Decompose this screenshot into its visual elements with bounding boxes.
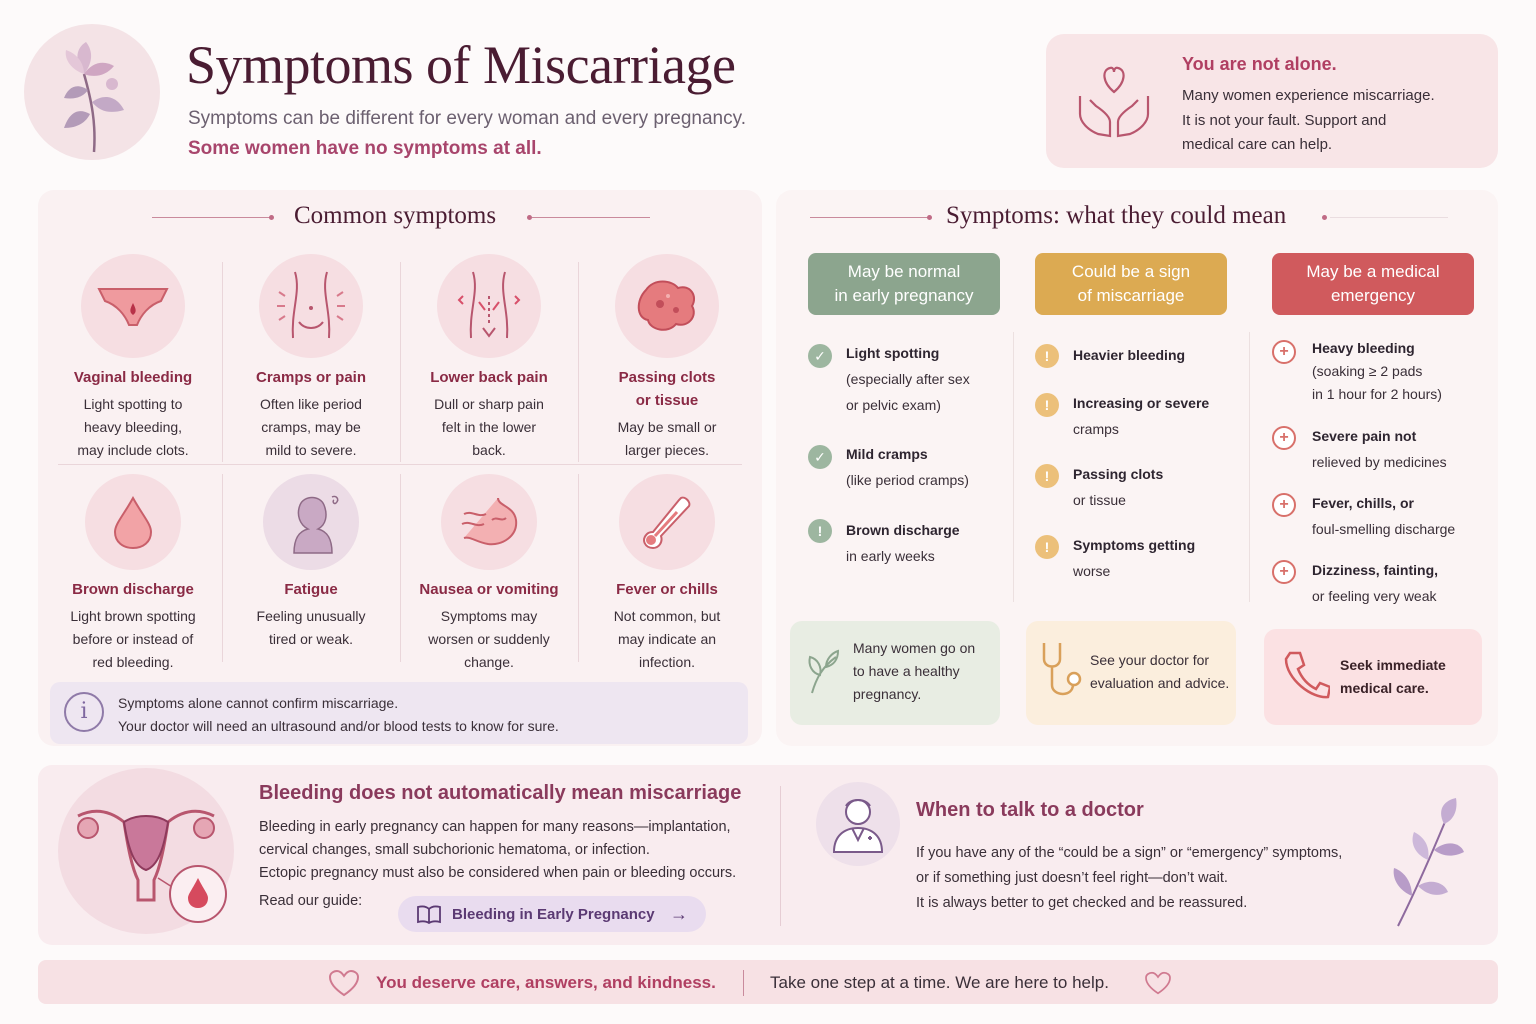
meaning-item-line: or pelvic exam) [846, 397, 941, 413]
category-emergency [1272, 253, 1474, 315]
page-subtitle: Symptoms can be different for every woman and every pregnancy. [188, 108, 746, 129]
title-rule [1330, 217, 1448, 218]
symptom-name [226, 578, 396, 601]
meaning-item [1073, 342, 1185, 368]
support-line: Many women experience miscarriage. [1182, 87, 1435, 104]
meaning-item-title: Severe pain not [1312, 428, 1417, 444]
divider [578, 474, 579, 662]
meaning-item-line: (like period cramps) [846, 472, 969, 488]
alert-icon: ! [1035, 344, 1059, 368]
symptom-name-line: Vaginal bleeding [73, 369, 193, 386]
medical-plus-icon: + [1272, 340, 1296, 364]
bleeding-body [259, 816, 736, 885]
doctor-title: When to talk to a doctor [916, 799, 1144, 821]
meaning-item-line: or feeling very weak [1312, 588, 1437, 604]
symptom-fatigue [226, 474, 396, 651]
symptom-desc-line: Symptoms may [440, 608, 538, 624]
doctor-body [916, 841, 1342, 916]
alert-icon: ! [1035, 464, 1059, 488]
symptom-desc-line: cramps, may be [261, 419, 361, 435]
divider [222, 262, 223, 462]
doctor-icon [816, 782, 900, 866]
meaning-item-title: Light spotting [846, 345, 940, 361]
symptom-desc-line: tired or weak. [268, 631, 354, 647]
drop-icon [85, 474, 181, 570]
book-icon [416, 904, 442, 924]
stethoscope-icon [1038, 639, 1086, 701]
meaning-item [846, 517, 960, 569]
stomach-icon [441, 474, 537, 570]
medical-plus-icon: + [1272, 426, 1296, 450]
info-text [118, 692, 559, 738]
alert-icon: ! [808, 519, 832, 543]
alert-icon: ! [1035, 535, 1059, 559]
page-subtitle-emphasis: Some women have no symptoms at all. [188, 138, 542, 159]
meaning-item [846, 340, 970, 418]
info-note [50, 682, 748, 744]
heart-icon [328, 969, 360, 997]
meaning-item-line: cramps [1073, 421, 1119, 437]
meaning-item [1312, 423, 1447, 475]
divider [1013, 332, 1014, 602]
lower-back-icon [437, 254, 541, 358]
divider [222, 474, 223, 662]
note-line: medical care. [1340, 680, 1429, 696]
divider [780, 786, 781, 926]
symptom-name [48, 578, 218, 601]
symptom-desc [582, 416, 752, 462]
medical-plus-icon: + [1272, 560, 1296, 584]
meaning-item-title: Dizziness, fainting, [1312, 562, 1439, 578]
footer-banner [38, 960, 1498, 1004]
symptom-cramps [226, 254, 396, 462]
symptom-name-line: Fatigue [284, 581, 338, 598]
flower-logo [24, 24, 160, 160]
symptom-desc-line: infection. [638, 654, 696, 670]
symptom-name-line: Nausea or vomiting [419, 581, 559, 598]
symptom-name [48, 366, 218, 389]
symptom-desc-line: Feeling unusually [256, 608, 366, 624]
bleeding-line: Bleeding in early pregnancy can happen for many reasons—implantation, [259, 819, 731, 835]
leaf-branch-icon [1384, 794, 1468, 930]
symptom-name-line: Passing clots [618, 369, 716, 386]
note-line: Seek immediate [1340, 657, 1446, 673]
uterus-icon [58, 768, 234, 934]
underwear-drop-icon [81, 254, 185, 358]
symptom-name [404, 578, 574, 601]
symptom-name-line: Cramps or pain [255, 369, 367, 386]
meaning-item-line: foul-smelling discharge [1312, 521, 1456, 537]
meaning-item-title: Increasing or severe [1073, 395, 1210, 411]
symptom-brown-discharge [48, 474, 218, 674]
title-rule [532, 217, 650, 218]
tired-woman-icon [263, 474, 359, 570]
doctor-line: or if something just doesn’t feel right—don’t wait. [916, 870, 1228, 886]
symptom-name [582, 578, 752, 601]
category-label-line: emergency [1330, 286, 1416, 305]
symptom-vaginal-bleeding [48, 254, 218, 462]
title-rule-dot [927, 215, 932, 220]
symptom-desc [226, 393, 396, 462]
meaning-item [1073, 390, 1209, 442]
symptom-desc-line: worsen or suddenly [428, 631, 550, 647]
uterus-illustration [58, 768, 234, 934]
title-rule-dot [269, 215, 274, 220]
category-label-line: May be normal [847, 262, 961, 281]
note-text [1340, 654, 1446, 700]
symptom-desc-line: Often like period [260, 396, 362, 412]
bleeding-line: Ectopic pregnancy must also be considered when pain or bleeding occurs. [259, 865, 737, 881]
meaning-item-title: Brown discharge [846, 522, 960, 538]
hands-heart-icon [1072, 56, 1156, 140]
category-normal [808, 253, 1000, 315]
meaning-item [1312, 490, 1455, 542]
note-line: pregnancy. [853, 686, 922, 702]
arrow-right-icon: → [670, 903, 688, 924]
support-line: It is not your fault. Support and [1182, 111, 1387, 129]
category-label-line: Could be a sign [1071, 262, 1191, 281]
doctor-line: It is always better to get checked and be reassured. [916, 895, 1248, 911]
info-line: Symptoms alone cannot confirm miscarriage. [118, 695, 399, 711]
note-line: to have a healthy [853, 663, 960, 679]
symptom-name [404, 366, 574, 389]
note-sign [1026, 621, 1236, 725]
title-rule [810, 217, 928, 218]
meaning-item-line: in early weeks [846, 548, 935, 564]
meaning-item-line: in 1 hour for 2 hours) [1312, 386, 1442, 402]
symptom-desc [48, 605, 218, 674]
symptom-fever [582, 474, 752, 674]
symptom-desc-line: change. [464, 654, 514, 670]
meaning-item [1073, 461, 1163, 513]
check-icon: ✓ [808, 445, 832, 469]
divider [578, 262, 579, 462]
common-symptoms-title: Common symptoms [294, 202, 497, 229]
category-label-line: in early pregnancy [834, 286, 974, 305]
heart-icon [1144, 971, 1172, 995]
footer-message-left: You deserve care, answers, and kindness. [376, 973, 716, 992]
phone-icon [1282, 649, 1330, 701]
doctor-avatar [816, 782, 900, 866]
symptom-name-line: Fever or chills [616, 581, 718, 598]
meaning-item [846, 441, 969, 493]
leaf-icon [802, 645, 842, 695]
category-label-line: of miscarriage [1077, 286, 1185, 305]
symptom-nausea [404, 474, 574, 674]
note-text [853, 637, 975, 706]
bleeding-title: Bleeding does not automatically mean miscarriage [259, 782, 742, 804]
check-icon: ✓ [808, 344, 832, 368]
meaning-item-title: Heavy bleeding [1312, 340, 1415, 356]
symptom-name [226, 366, 396, 389]
symptom-desc [48, 393, 218, 462]
symptom-desc-line: back. [472, 442, 506, 458]
clot-icon [615, 254, 719, 358]
symptom-desc [582, 605, 752, 674]
symptom-desc-line: heavy bleeding, [83, 419, 183, 435]
meaning-item-line: worse [1073, 563, 1111, 579]
medical-plus-icon: + [1272, 493, 1296, 517]
symptom-passing-clots [582, 254, 752, 462]
note-line: See your doctor for [1090, 652, 1210, 668]
guide-label: Read our guide: [259, 893, 363, 909]
meaning-item-title: Symptoms getting [1073, 537, 1196, 553]
symptom-desc-line: Light brown spotting [70, 608, 196, 624]
symptom-desc [404, 393, 574, 462]
symptom-name [582, 366, 752, 412]
meaning-item-line: (soaking ≥ 2 pads [1312, 363, 1423, 379]
symptom-desc-line: may include clots. [77, 442, 189, 458]
symptom-desc-line: felt in the lower [441, 419, 537, 435]
symptom-name-line: or tissue [635, 392, 699, 409]
title-rule [152, 217, 270, 218]
info-line: Your doctor will need an ultrasound and/or blood tests to know for sure. [118, 718, 559, 734]
note-text [1090, 649, 1229, 695]
meaning-item [1312, 557, 1438, 609]
symptom-desc-line: before or instead of [72, 631, 194, 647]
symptom-name-line: Lower back pain [430, 369, 548, 386]
support-body [1182, 84, 1482, 158]
note-line: evaluation and advice. [1090, 675, 1230, 691]
symptom-lower-back-pain [404, 254, 574, 462]
note-line: Many women go on [853, 640, 976, 656]
symptom-desc-line: Dull or sharp pain [434, 396, 544, 412]
guide-button[interactable] [398, 896, 706, 932]
meaning-item-line: or tissue [1073, 492, 1126, 508]
divider [743, 970, 744, 996]
meaning-item-title: Fever, chills, or [1312, 495, 1414, 511]
flower-icon [24, 24, 160, 160]
meaning-item [1073, 532, 1195, 584]
divider [58, 464, 742, 465]
guide-button-label: Bleeding in Early Pregnancy [452, 905, 655, 923]
support-title: You are not alone. [1182, 54, 1337, 74]
meaning-title: Symptoms: what they could mean [946, 202, 1287, 229]
divider [400, 262, 401, 462]
thermometer-icon [619, 474, 715, 570]
symptom-desc-line: mild to severe. [265, 442, 357, 458]
doctor-line: If you have any of the “could be a sign” or “emergency” symptoms, [916, 845, 1343, 861]
category-sign [1035, 253, 1227, 315]
category-label-line: May be a medical [1306, 262, 1440, 281]
symptom-desc [226, 605, 396, 651]
symptom-name-line: Brown discharge [72, 581, 194, 598]
meaning-item-line: relieved by medicines [1312, 454, 1447, 470]
divider [400, 474, 401, 662]
meaning-item-title: Heavier bleeding [1073, 347, 1186, 363]
bleeding-line: cervical changes, small subchorionic hematoma, or infection. [259, 842, 650, 858]
support-box [1046, 34, 1498, 168]
symptom-desc-line: Light spotting to [83, 396, 183, 412]
meaning-item-title: Passing clots [1073, 466, 1164, 482]
footer-message-right: Take one step at a time. We are here to help. [770, 973, 1109, 992]
abdomen-cramp-icon [259, 254, 363, 358]
page-title: Symptoms of Miscarriage [186, 35, 736, 95]
alert-icon: ! [1035, 393, 1059, 417]
symptom-desc-line: larger pieces. [624, 442, 710, 458]
note-normal [790, 621, 1000, 725]
symptom-desc-line: may indicate an [617, 631, 717, 647]
symptom-desc [404, 605, 574, 674]
symptom-desc-line: red bleeding. [92, 654, 174, 670]
divider [1249, 332, 1250, 602]
title-rule-dot [1322, 215, 1327, 220]
symptom-desc-line: Not common, but [613, 608, 721, 624]
symptom-desc-line: May be small or [617, 419, 717, 435]
meaning-item-line: (especially after sex [846, 371, 970, 387]
meaning-item-title: Mild cramps [846, 446, 928, 462]
note-emergency [1264, 629, 1482, 725]
info-icon: i [64, 692, 104, 732]
support-line: medical care can help. [1182, 136, 1333, 153]
meaning-item [1312, 337, 1442, 406]
